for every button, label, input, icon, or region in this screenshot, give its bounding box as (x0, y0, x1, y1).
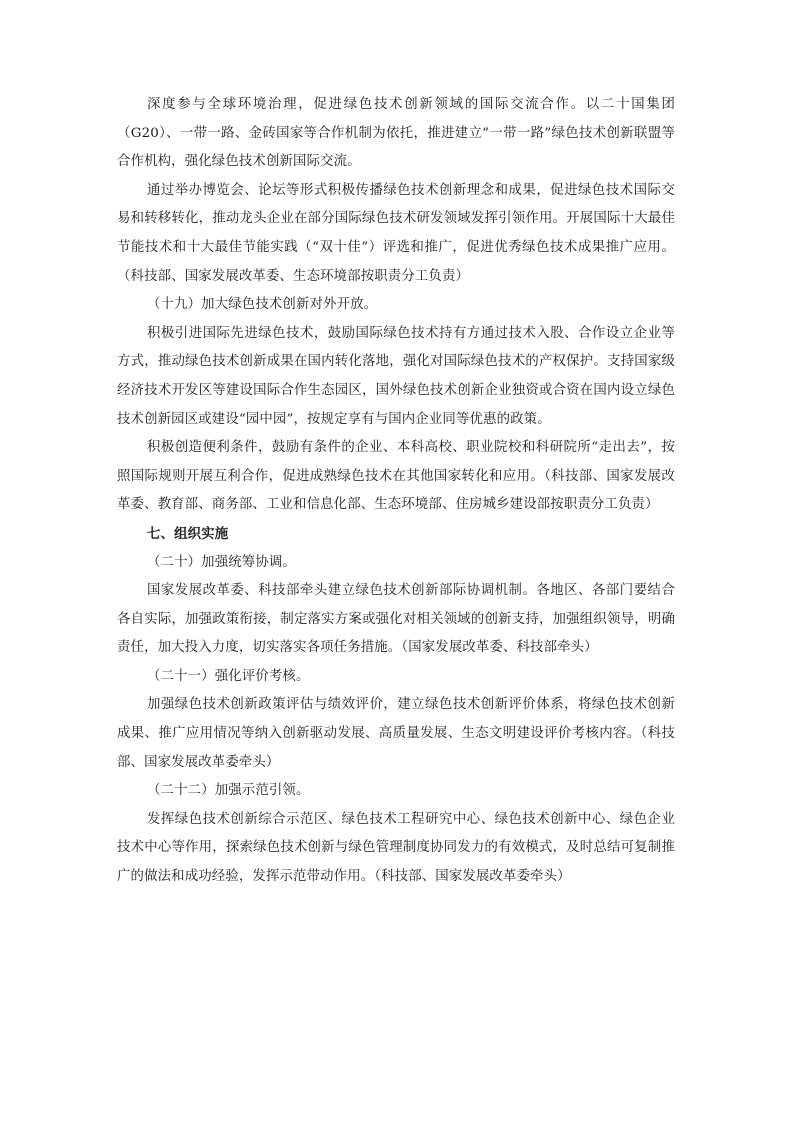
paragraph-expo-forum: 通过举办博览会、论坛等形式积极传播绿色技术创新理念和成果，促进绿色技术国际交易和转移转化，推动龙头企业在部分国际绿色技术研发领域发挥引领作用。开展国际十大最佳节能技术和十大最佳节能实践（“双十佳”）评选和推广，促进优秀绿色技术成果推广应用。（科技部、国家发展改革委、生态环境部按职责分工负责） (117, 182, 675, 284)
paragraph-coordination: 国家发展改革委、科技部牵头建立绿色技术创新部际协调机制。各地区、各部门要结合各自实际，加强政策衔接，制定落实方案或强化对相关领域的创新支持，加强组织领导，明确责任，加大投入力度，切实落实各项任务措施。（国家发展改革委、科技部牵头） (117, 583, 675, 656)
section-heading-20: （二十）加强统筹协调。 (147, 554, 296, 570)
section-heading-21: （二十一）强化评价考核。 (147, 668, 310, 684)
section-heading-22: （二十二）加强示范引领。 (147, 783, 310, 799)
paragraph-evaluation: 加强绿色技术创新政策评估与绩效评价，建立绿色技术创新评价体系，将绿色技术创新成果、推广应用情况等纳入创新驱动发展、高质量发展、生态文明建设评价考核内容。（科技部、国家发展改革委牵头） (117, 697, 675, 770)
paragraph-going-global: 积极创造便利条件，鼓励有条件的企业、本科高校、职业院校和科研院所“走出去”，按照国际规则开展互利合作，促进成熟绿色技术在其他国家转化和应用。（科技部、国家发展改革委、教育部、商务部、工业和信息化部、生态环境部、住房城乡建设部按职责分工负责） (117, 440, 675, 513)
chapter-heading-organization: 七、组织实施 (147, 525, 229, 542)
document-page (117, 91, 675, 892)
paragraph-international-cooperation: 深度参与全球环境治理，促进绿色技术创新领域的国际交流合作。以二十国集团（G20）、一带一路、金砖国家等合作机制为依托，推进建立“一带一路”绿色技术创新联盟等合作机构，强化绿色技术创新国际交流。 (117, 97, 675, 170)
paragraph-demonstration: 发挥绿色技术创新综合示范区、绿色技术工程研究中心、绿色技术创新中心、绿色企业技术中心等作用，探索绿色技术创新与绿色管理制度协同发力的有效模式，及时总结可复制推广的做法和成功经验，发挥示范带动作用。（科技部、国家发展改革委牵头） (117, 811, 675, 885)
section-heading-19: （十九）加大绿色技术创新对外开放。 (147, 297, 378, 313)
paragraph-introduce-technology: 积极引进国际先进绿色技术，鼓励国际绿色技术持有方通过技术入股、合作设立企业等方式，推动绿色技术创新成果在国内转化落地，强化对国际绿色技术的产权保护。支持国家级经济技术开发区等建设国际合作生态园区，国外绿色技术创新企业独资或合资在国内设立绿色技术创新园区或建设“园中园”，按规定享有与国内企业同等优惠的政策。 (117, 325, 675, 427)
